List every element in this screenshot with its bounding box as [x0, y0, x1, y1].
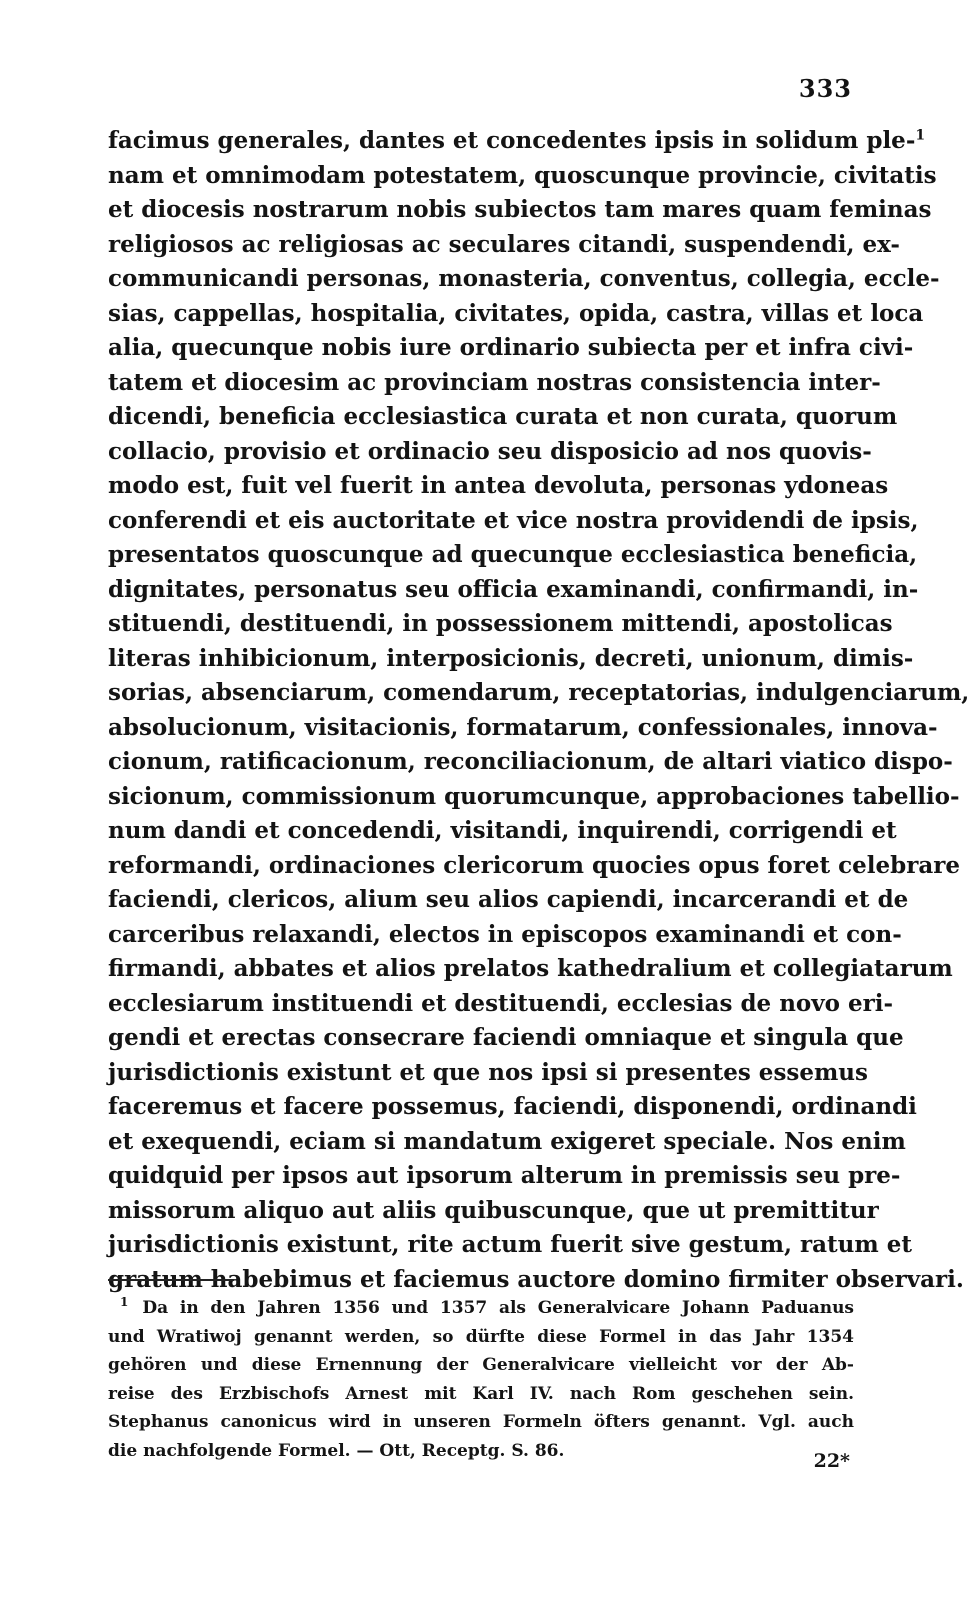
footnote-reference: 1	[915, 127, 926, 144]
body-line: gratum habebimus et faciemus auctore domino firmiter observari.	[108, 1265, 964, 1293]
body-line: et exequendi, eciam si mandatum exigeret speciale. Nos enim	[108, 1127, 906, 1155]
footnote-line: Stephanus canonicus wird in unseren Formeln öfters genannt. Vgl. auch	[108, 1412, 854, 1432]
footnote-separator	[108, 1279, 234, 1281]
body-line: nam et omnimodam potestatem, quoscunque provincie, civitatis	[108, 161, 937, 189]
body-line: faciendi, clericos, alium seu alios capiendi, incarcerandi et de	[108, 886, 909, 913]
body-line: communicandi personas, monasteria, conventus, collegia, eccle-	[108, 265, 940, 292]
body-line: missorum aliquo aut aliis quibuscunque, que ut premittitur	[108, 1196, 879, 1224]
page-number: 333	[798, 74, 852, 103]
signature-mark: 22*	[813, 1450, 850, 1472]
body-line: jurisdictionis existunt et que nos ipsi si presentes essemus	[108, 1058, 868, 1086]
footnote-line: und Wratiwoj genannt werden, so dürfte diese Formel in das Jahr 1354	[108, 1326, 854, 1347]
footnote-marker: 1	[120, 1295, 129, 1310]
body-line: presentatos quoscunque ad quecunque ecclesiastica beneficia,	[108, 541, 918, 568]
body-line: sorias, absenciarum, comendarum, receptatorias, indulgenciarum,	[108, 679, 969, 706]
body-line: modo est, fuit vel fuerit in antea devoluta, personas ydoneas	[108, 472, 889, 499]
body-line: firmandi, abbates et alios prelatos kathedralium et collegiatarum	[108, 955, 953, 982]
body-line: collacio, provisio et ordinacio seu disposicio ad nos quovis-	[108, 437, 872, 465]
body-line: ecclesiarum instituendi et destituendi, ecclesias de novo eri-	[108, 989, 893, 1017]
body-line: carceribus relaxandi, electos in episcopos examinandi et con-	[108, 920, 902, 948]
body-line: sicionum, commissionum quorumcunque, approbaciones tabellio-	[108, 782, 960, 810]
body-line: stituendi, destituendi, in possessionem mittendi, apostolicas	[108, 610, 893, 637]
body-line: dicendi, beneficia ecclesiastica curata et non curata, quorum	[108, 403, 898, 430]
body-line: faceremus et facere possemus, faciendi, disponendi, ordinandi	[108, 1093, 917, 1120]
body-line-text: facimus generales, dantes et concedentes ipsis in solidum ple-	[108, 127, 916, 154]
footnote-line	[108, 1294, 854, 1323]
body-line: literas inhibicionum, interposicionis, decreti, unionum, dimis-	[108, 644, 914, 672]
body-line: reformandi, ordinaciones clericorum quocies opus foret celebrare	[108, 851, 961, 879]
footnote	[108, 1294, 854, 1465]
footnote-line: die nachfolgende Formel. — Ott, Receptg. S. 86.	[108, 1440, 565, 1461]
footnote-line-text: Da in den Jahren 1356 und 1357 als Generalvicare Johann Paduanus	[142, 1298, 854, 1318]
body-line: sias, cappellas, hospitalia, civitates, opida, castra, villas et loca	[108, 299, 924, 327]
body-line: jurisdictionis existunt, rite actum fuerit sive gestum, ratum et	[108, 1231, 913, 1258]
footnote-line: gehören und diese Ernennung der Generalvicare vielleicht vor der Ab-	[108, 1355, 854, 1375]
body-text	[108, 124, 969, 1297]
body-line: et diocesis nostrarum nobis subiectos tam mares quam feminas	[108, 196, 932, 223]
footnote-line: reise des Erzbischofs Arnest mit Karl IV. nach Rom geschehen sein.	[108, 1383, 854, 1404]
body-line: religiosos ac religiosas ac seculares citandi, suspendendi, ex-	[108, 230, 900, 258]
body-line: quidquid per ipsos aut ipsorum alterum in premissis seu pre-	[108, 1162, 901, 1189]
body-line: absolucionum, visitacionis, formatarum, confessionales, innova-	[108, 713, 938, 741]
body-line: dignitates, personatus seu officia examinandi, confirmandi, in-	[108, 575, 919, 603]
body-line: conferendi et eis auctoritate et vice nostra providendi de ipsis,	[108, 506, 919, 534]
body-line: gendi et erectas consecrare faciendi omniaque et singula que	[108, 1024, 904, 1051]
body-line	[108, 124, 926, 159]
body-line: cionum, ratificacionum, reconciliacionum, de altari viatico dispo-	[108, 748, 953, 775]
body-line: num dandi et concedendi, visitandi, inquirendi, corrigendi et	[108, 817, 897, 844]
body-line: alia, quecunque nobis iure ordinario subiecta per et infra civi-	[108, 334, 914, 361]
body-line: tatem et diocesim ac provinciam nostras consistencia inter-	[108, 368, 881, 396]
